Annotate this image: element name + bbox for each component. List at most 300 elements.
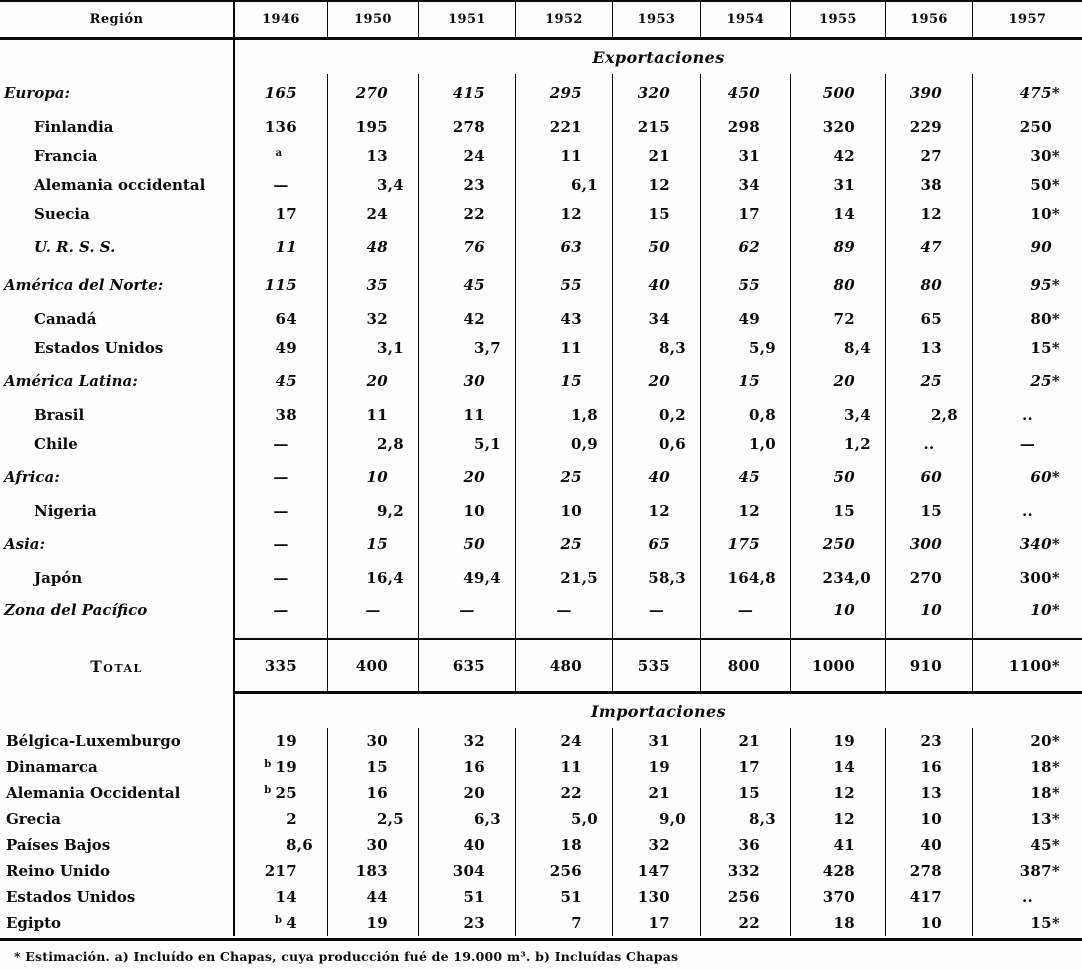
value-cell: 635	[418, 638, 515, 694]
value-cell: 34	[612, 304, 700, 333]
row-label: Países Bajos	[6, 836, 111, 854]
value-cell: 0,2	[612, 400, 700, 429]
value-cell: 10	[885, 806, 972, 832]
value-cell: 22	[515, 780, 612, 806]
table-row-estados-unidos	[0, 884, 1082, 910]
value-cell: 80	[790, 266, 885, 304]
value-cell: 34	[700, 170, 790, 199]
value-cell: 30	[327, 832, 418, 858]
value-cell: 387*	[972, 858, 1082, 884]
value-cell: 17	[700, 754, 790, 780]
value-cell: 6,1	[515, 170, 612, 199]
footnote-marker: b	[274, 915, 283, 926]
value-cell: 19	[327, 910, 418, 936]
row-label: Africa:	[4, 468, 60, 486]
value-cell: 9,2	[327, 496, 418, 525]
value-cell: —	[233, 458, 327, 496]
table-row-reino-unido	[0, 858, 1082, 884]
export-rows	[0, 74, 1082, 638]
table-row-alemania-occidental	[0, 780, 1082, 806]
value-cell: 27	[885, 141, 972, 170]
value-cell: 6,3	[418, 806, 515, 832]
value-cell: 50*	[972, 170, 1082, 199]
total-label: Total	[90, 656, 143, 676]
import-section-title-row	[0, 694, 1082, 728]
value-cell: —	[612, 592, 700, 638]
value-cell: 23	[418, 170, 515, 199]
value-cell: 38	[233, 400, 327, 429]
value-cell: 256	[700, 884, 790, 910]
value-cell: 15	[612, 199, 700, 228]
value-cell: 22	[700, 910, 790, 936]
year-header-1951: 1951	[418, 2, 515, 37]
value-cell: 19	[612, 754, 700, 780]
value-cell: 335	[233, 638, 327, 694]
value-cell: 30*	[972, 141, 1082, 170]
value-cell: ..	[885, 429, 972, 458]
value-cell: 250	[790, 525, 885, 563]
value-cell: 95*	[972, 266, 1082, 304]
value-cell: 21	[612, 780, 700, 806]
value-cell: 11	[418, 400, 515, 429]
value-cell: 3,4	[790, 400, 885, 429]
value-cell: 25	[885, 362, 972, 400]
row-label: Brasil	[34, 405, 85, 424]
value-cell: 25*	[972, 362, 1082, 400]
table-row-u-r-s-s	[0, 228, 1082, 266]
value-cell: 20	[418, 780, 515, 806]
value-cell: 21,5	[515, 563, 612, 592]
value-cell: 415	[418, 74, 515, 112]
value-cell: 10	[885, 910, 972, 936]
value-cell: 32	[327, 304, 418, 333]
value-cell: 31	[700, 141, 790, 170]
value-cell: 14	[790, 199, 885, 228]
value-cell: 2,5	[327, 806, 418, 832]
value-cell: 300	[885, 525, 972, 563]
value-cell: 65	[885, 304, 972, 333]
year-header-1946: 1946	[233, 2, 327, 37]
value-cell: 7	[515, 910, 612, 936]
value-cell: 25	[515, 525, 612, 563]
value-cell: 400	[327, 638, 418, 694]
value-cell: 500	[790, 74, 885, 112]
value-cell: 15	[885, 496, 972, 525]
value-cell: 3,1	[327, 333, 418, 362]
value-cell: 11	[327, 400, 418, 429]
value-cell: 20*	[972, 728, 1082, 754]
value-cell: 136	[233, 112, 327, 141]
value-cell: 270	[885, 563, 972, 592]
value-cell: 428	[790, 858, 885, 884]
row-label: U. R. S. S.	[34, 238, 116, 256]
value-cell: 298	[700, 112, 790, 141]
value-cell: 49	[700, 304, 790, 333]
value-cell: 76	[418, 228, 515, 266]
table-row-europa	[0, 74, 1082, 112]
value-cell: 12	[790, 806, 885, 832]
value-cell: 14	[790, 754, 885, 780]
table-row-pai-ses-bajos	[0, 832, 1082, 858]
value-cell: 35	[327, 266, 418, 304]
value-cell: —	[233, 563, 327, 592]
row-label: Zona del Pacífico	[4, 601, 148, 619]
table-row-francia	[0, 141, 1082, 170]
value-cell: 12	[790, 780, 885, 806]
value-cell: 250	[972, 112, 1082, 141]
value-cell: 278	[885, 858, 972, 884]
value-cell: —	[233, 525, 327, 563]
value-cell: 229	[885, 112, 972, 141]
value-cell: 72	[790, 304, 885, 333]
value-cell: 16	[418, 754, 515, 780]
value-cell: 11	[233, 228, 327, 266]
value-cell: 13	[885, 333, 972, 362]
row-label: Estados Unidos	[6, 888, 136, 906]
value-cell: b 19	[233, 754, 327, 780]
value-cell	[233, 141, 327, 170]
value-cell: 21	[700, 728, 790, 754]
table-row-nigeria	[0, 496, 1082, 525]
spacer-cell	[0, 694, 233, 728]
value-cell: 24	[418, 141, 515, 170]
value-cell: 0,6	[612, 429, 700, 458]
value-cell: 2,8	[327, 429, 418, 458]
row-label: Grecia	[6, 810, 61, 828]
value-cell: 3,4	[327, 170, 418, 199]
footnote-marker: a	[275, 147, 283, 159]
value-cell: 1000	[790, 638, 885, 694]
table-row-ame-rica-del-norte	[0, 266, 1082, 304]
value-cell: 12	[885, 199, 972, 228]
row-label: América del Norte:	[4, 276, 164, 294]
value-cell: ..	[972, 400, 1082, 429]
row-label: Egipto	[6, 914, 62, 932]
value-cell: 40	[612, 266, 700, 304]
row-label: Chile	[34, 434, 78, 453]
spacer-cell	[0, 40, 233, 74]
value-cell: 47	[885, 228, 972, 266]
value-cell: 300*	[972, 563, 1082, 592]
value-cell: 32	[612, 832, 700, 858]
value-cell: 42	[790, 141, 885, 170]
value-cell: 17	[700, 199, 790, 228]
value-cell: 147	[612, 858, 700, 884]
value-cell: 18*	[972, 780, 1082, 806]
value-cell: —	[327, 592, 418, 638]
table-row-canada	[0, 304, 1082, 333]
value-cell: 15*	[972, 910, 1082, 936]
value-cell: 12	[515, 199, 612, 228]
footnote: * Estimación. a) Incluído en Chapas, cuya producción fué de 19.000 m³. b) Incluídas Chapas	[14, 949, 679, 964]
value-cell: 175	[700, 525, 790, 563]
value-cell: 234,0	[790, 563, 885, 592]
value-cell: 16	[885, 754, 972, 780]
row-label: Suecia	[34, 204, 90, 223]
value-cell: 24	[515, 728, 612, 754]
value-cell: 50	[790, 458, 885, 496]
value-cell: 30	[327, 728, 418, 754]
row-label: Nigeria	[34, 501, 97, 520]
table-row-dinamarca	[0, 754, 1082, 780]
value-cell: 22	[418, 199, 515, 228]
value-cell: 41	[790, 832, 885, 858]
value-cell: 21	[612, 141, 700, 170]
value-cell: 320	[790, 112, 885, 141]
value-cell: 31	[612, 728, 700, 754]
value-cell: 0,9	[515, 429, 612, 458]
value-cell: 48	[327, 228, 418, 266]
value-cell: 20	[612, 362, 700, 400]
table-row-suecia	[0, 199, 1082, 228]
value-cell: —	[700, 592, 790, 638]
value-cell: 50	[612, 228, 700, 266]
value-cell: 15	[515, 362, 612, 400]
footnote-marker: b	[264, 759, 272, 770]
table-row-alemania-occidental	[0, 170, 1082, 199]
value-cell: 8,4	[790, 333, 885, 362]
year-header-1954: 1954	[700, 2, 790, 37]
row-label: Bélgica-Luxemburgo	[6, 732, 181, 750]
value-cell: 3,7	[418, 333, 515, 362]
value-cell: 12	[612, 496, 700, 525]
value-cell: 19	[790, 728, 885, 754]
row-label: Japón	[34, 568, 83, 587]
year-header-1953: 1953	[612, 2, 700, 37]
value-cell: 480	[515, 638, 612, 694]
value-cell: 215	[612, 112, 700, 141]
value-cell: 62	[700, 228, 790, 266]
value-cell: 1,0	[700, 429, 790, 458]
value-cell: 10	[327, 458, 418, 496]
value-cell: 15	[700, 780, 790, 806]
value-cell: 13*	[972, 806, 1082, 832]
value-cell: 51	[515, 884, 612, 910]
value-cell: 32	[418, 728, 515, 754]
value-cell: 15*	[972, 333, 1082, 362]
value-cell: 13	[885, 780, 972, 806]
value-cell: 332	[700, 858, 790, 884]
value-cell: 30	[418, 362, 515, 400]
row-label: Francia	[34, 146, 98, 165]
footnote-marker: b	[264, 785, 272, 796]
value-cell: 18	[515, 832, 612, 858]
import-section-title: Importaciones	[233, 694, 1082, 728]
value-cell: 64	[233, 304, 327, 333]
value-cell: 10	[515, 496, 612, 525]
value-cell: 270	[327, 74, 418, 112]
year-header-1955: 1955	[790, 2, 885, 37]
table-row-asia	[0, 525, 1082, 563]
value-cell: 10*	[972, 199, 1082, 228]
value-cell: 1,2	[790, 429, 885, 458]
value-cell: 49	[233, 333, 327, 362]
export-section-title-row	[0, 40, 1082, 74]
value-cell: 43	[515, 304, 612, 333]
value-cell: —	[233, 496, 327, 525]
table-row-japo-n	[0, 563, 1082, 592]
value-cell: 535	[612, 638, 700, 694]
value-cell: 8,6	[233, 832, 327, 858]
row-label: Finlandia	[34, 117, 114, 136]
export-section-title: Exportaciones	[233, 40, 1082, 74]
value-cell: 5,0	[515, 806, 612, 832]
value-cell: 45	[700, 458, 790, 496]
row-label: Asia:	[4, 535, 46, 553]
value-cell: 23	[885, 728, 972, 754]
value-cell: 20	[327, 362, 418, 400]
value-cell: 370	[790, 884, 885, 910]
value-cell: 15	[700, 362, 790, 400]
value-cell: —	[233, 592, 327, 638]
value-cell: 60*	[972, 458, 1082, 496]
value-cell: 80*	[972, 304, 1082, 333]
value-cell: —	[515, 592, 612, 638]
value-cell: 40	[418, 832, 515, 858]
value-cell: 450	[700, 74, 790, 112]
value-cell: 320	[612, 74, 700, 112]
value-cell: 183	[327, 858, 418, 884]
value-cell: 11	[515, 333, 612, 362]
value-cell: 17	[233, 199, 327, 228]
table-row-zona-del-paci-fico	[0, 592, 1082, 638]
value-cell: 164,8	[700, 563, 790, 592]
value-cell: 340*	[972, 525, 1082, 563]
value-cell: 1,8	[515, 400, 612, 429]
value-cell: 36	[700, 832, 790, 858]
value-cell: b 4	[233, 910, 327, 936]
value-cell: 63	[515, 228, 612, 266]
value-cell: 10	[790, 592, 885, 638]
value-cell: 17	[612, 910, 700, 936]
value-cell: 40	[612, 458, 700, 496]
value-cell: 20	[418, 458, 515, 496]
value-cell: 14	[233, 884, 327, 910]
value-cell: 11	[515, 141, 612, 170]
value-cell: b 25	[233, 780, 327, 806]
value-cell: 19	[233, 728, 327, 754]
value-cell: 90	[972, 228, 1082, 266]
value-cell: ..	[972, 884, 1082, 910]
value-cell: 5,1	[418, 429, 515, 458]
value-cell: 295	[515, 74, 612, 112]
value-cell: 16,4	[327, 563, 418, 592]
value-cell: 417	[885, 884, 972, 910]
value-cell: 910	[885, 638, 972, 694]
value-cell: 18*	[972, 754, 1082, 780]
row-label: Alemania Occidental	[6, 784, 181, 802]
value-cell: 40	[885, 832, 972, 858]
value-cell: 475*	[972, 74, 1082, 112]
value-cell: —	[418, 592, 515, 638]
value-cell: 195	[327, 112, 418, 141]
value-cell: 221	[515, 112, 612, 141]
value-cell: 55	[515, 266, 612, 304]
row-label: Reino Unido	[6, 862, 111, 880]
row-label: Canadá	[34, 309, 97, 328]
row-label: América Latina:	[4, 372, 138, 390]
value-cell: 65	[612, 525, 700, 563]
table-row-africa	[0, 458, 1082, 496]
value-cell: 10*	[972, 592, 1082, 638]
value-cell: 38	[885, 170, 972, 199]
value-cell: 1100*	[972, 638, 1082, 694]
value-cell: 42	[418, 304, 515, 333]
value-cell: 80	[885, 266, 972, 304]
value-cell: —	[233, 170, 327, 199]
year-header-1950: 1950	[327, 2, 418, 37]
value-cell: 44	[327, 884, 418, 910]
value-cell: 5,9	[700, 333, 790, 362]
value-cell: 45*	[972, 832, 1082, 858]
value-cell: 278	[418, 112, 515, 141]
value-cell: 23	[418, 910, 515, 936]
value-cell: 60	[885, 458, 972, 496]
value-cell: —	[233, 429, 327, 458]
year-header-1956: 1956	[885, 2, 972, 37]
value-cell: 9,0	[612, 806, 700, 832]
value-cell: 0,8	[700, 400, 790, 429]
value-cell: 11	[515, 754, 612, 780]
value-cell: 12	[700, 496, 790, 525]
table-header-row	[0, 0, 1082, 40]
value-cell: ..	[972, 496, 1082, 525]
value-cell: 58,3	[612, 563, 700, 592]
row-label: Alemania occidental	[34, 175, 206, 194]
value-cell: 20	[790, 362, 885, 400]
value-cell: 89	[790, 228, 885, 266]
value-cell: 165	[233, 74, 327, 112]
value-cell: 15	[327, 754, 418, 780]
import-rows	[0, 728, 1082, 936]
table-row-egipto	[0, 910, 1082, 936]
value-cell: 2,8	[885, 400, 972, 429]
table-row-estados-unidos	[0, 333, 1082, 362]
row-label: Europa:	[4, 84, 70, 102]
value-cell: 12	[612, 170, 700, 199]
value-cell: 18	[790, 910, 885, 936]
value-cell: 45	[233, 362, 327, 400]
value-cell: 217	[233, 858, 327, 884]
value-cell: 390	[885, 74, 972, 112]
value-cell: 15	[327, 525, 418, 563]
value-cell: 24	[327, 199, 418, 228]
row-label: Estados Unidos	[34, 338, 164, 357]
region-column-header: Región	[89, 12, 144, 27]
value-cell: 130	[612, 884, 700, 910]
value-cell: 25	[515, 458, 612, 496]
table-row-brasil	[0, 400, 1082, 429]
value-cell: 8,3	[612, 333, 700, 362]
value-cell: 45	[418, 266, 515, 304]
value-cell: 49,4	[418, 563, 515, 592]
value-cell: 2	[233, 806, 327, 832]
value-cell: 55	[700, 266, 790, 304]
value-cell: 304	[418, 858, 515, 884]
value-cell: 50	[418, 525, 515, 563]
value-cell: —	[972, 429, 1082, 458]
value-cell: 800	[700, 638, 790, 694]
table-row-be-lgica-luxemburgo	[0, 728, 1082, 754]
value-cell: 16	[327, 780, 418, 806]
table-row-ame-rica-latina	[0, 362, 1082, 400]
value-cell: 51	[418, 884, 515, 910]
row-label: Dinamarca	[6, 758, 98, 776]
year-header-1952: 1952	[515, 2, 612, 37]
value-cell: 256	[515, 858, 612, 884]
table-row-chile	[0, 429, 1082, 458]
value-cell: 10	[885, 592, 972, 638]
